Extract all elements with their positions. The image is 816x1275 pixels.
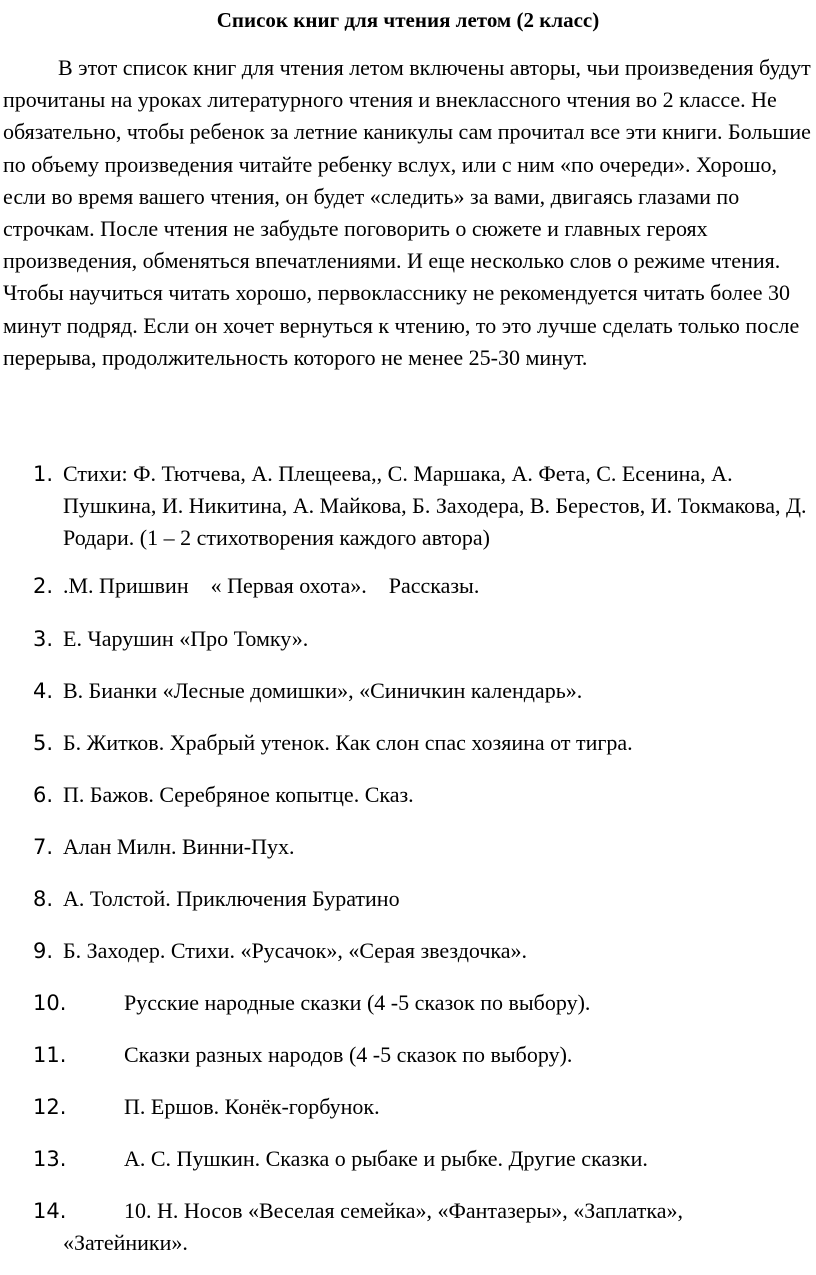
list-item bbox=[33, 727, 813, 759]
document-title: Список книг для чтения летом (2 класс) bbox=[216, 8, 600, 32]
list-item-number: 11. bbox=[33, 1043, 67, 1067]
list-item-text: Алан Милн. Винни-Пух. bbox=[63, 834, 295, 859]
list-item-number: 4. bbox=[33, 679, 54, 703]
list-item-text: П. Ершов. Конёк-горбунок. bbox=[124, 1094, 380, 1119]
intro-paragraph: В этот список книг для чтения летом включены авторы, чьи произведения будут прочитаны на уроках литературного чтения и внеклассного чтения во 2 классе. Не обязательно, чтобы ребенок за летние каникулы сам прочитал все эти книги. Большие по объему произведения читайте ребенку вслух, или с ним «по очереди». Хорошо, если во время вашего чтения, он будет «следить» за вами, двигаясь глазами по строчкам. После чтения не забудьте поговорить о сюжете и главных героях произведения, обменяться впечатлениями. И еще несколько слов о режиме чтения. Чтобы научиться читать хорошо, первокласснику не рекомендуется читать более 30 минут подряд. Если он хочет вернуться к чтению, то это лучше сделать только после перерыва, продолжительность которого не менее 25-30 минут. bbox=[3, 55, 811, 370]
list-item-text: Е. Чарушин «Про Томку». bbox=[63, 626, 309, 651]
list-item-number: 6. bbox=[33, 783, 54, 807]
list-item bbox=[33, 779, 813, 811]
list-item-text: Русские народные сказки (4 -5 сказок по выбору). bbox=[124, 990, 591, 1015]
list-item bbox=[33, 1143, 813, 1175]
list-item-text: Б. Житков. Храбрый утенок. Как слон спас хозяина от тигра. bbox=[63, 730, 633, 755]
list-item-text: А. Толстой. Приключения Буратино bbox=[63, 886, 400, 911]
list-item-number: 7. bbox=[33, 835, 54, 859]
list-item bbox=[33, 623, 813, 655]
list-item-text: Сказки разных народов (4 -5 сказок по выбору). bbox=[124, 1042, 573, 1067]
list-item bbox=[33, 1091, 813, 1123]
list-item bbox=[33, 1195, 813, 1259]
list-item-number: 8. bbox=[33, 887, 54, 911]
list-item-number: 13. bbox=[33, 1147, 67, 1171]
list-item-number: 3. bbox=[33, 627, 54, 651]
list-item-number: 9. bbox=[33, 939, 54, 963]
list-item bbox=[33, 1039, 813, 1071]
list-item bbox=[33, 675, 813, 707]
list-item-text: 10. Н. Носов «Веселая семейка», «Фантазеры», «Заплатка», «Затейники». bbox=[63, 1198, 683, 1256]
list-item-text: А. С. Пушкин. Сказка о рыбаке и рыбке. Другие сказки. bbox=[124, 1146, 648, 1171]
list-item-number: 10. bbox=[33, 991, 67, 1015]
list-item bbox=[33, 458, 813, 555]
list-item-number: 2. bbox=[33, 574, 54, 598]
list-item-number: 14. bbox=[33, 1199, 67, 1223]
list-item bbox=[33, 987, 813, 1019]
list-item-text: .М. Пришвин « Первая охота». Рассказы. bbox=[63, 573, 480, 598]
list-item-text: В. Бианки «Лесные домишки», «Синичкин календарь». bbox=[63, 678, 583, 703]
list-item-text: П. Бажов. Серебряное копытце. Сказ. bbox=[63, 782, 414, 807]
list-item bbox=[33, 831, 813, 863]
list-item bbox=[33, 935, 813, 967]
list-item-number: 1. bbox=[33, 462, 54, 486]
list-item bbox=[33, 570, 813, 602]
list-item-text: Стихи: Ф. Тютчева, А. Плещеева,, С. Маршака, А. Фета, С. Есенина, А. Пушкина, И. Никитина, А. Майкова, Б. Заходера, В. Берестов, И. Токмакова, Д. Родари. (1 – 2 стихотворения каждого автора) bbox=[63, 461, 807, 551]
list-item bbox=[33, 883, 813, 915]
list-item-number: 5. bbox=[33, 731, 54, 755]
list-item-number: 12. bbox=[33, 1095, 67, 1119]
list-item-text: Б. Заходер. Стихи. «Русачок», «Серая звездочка». bbox=[63, 938, 528, 963]
